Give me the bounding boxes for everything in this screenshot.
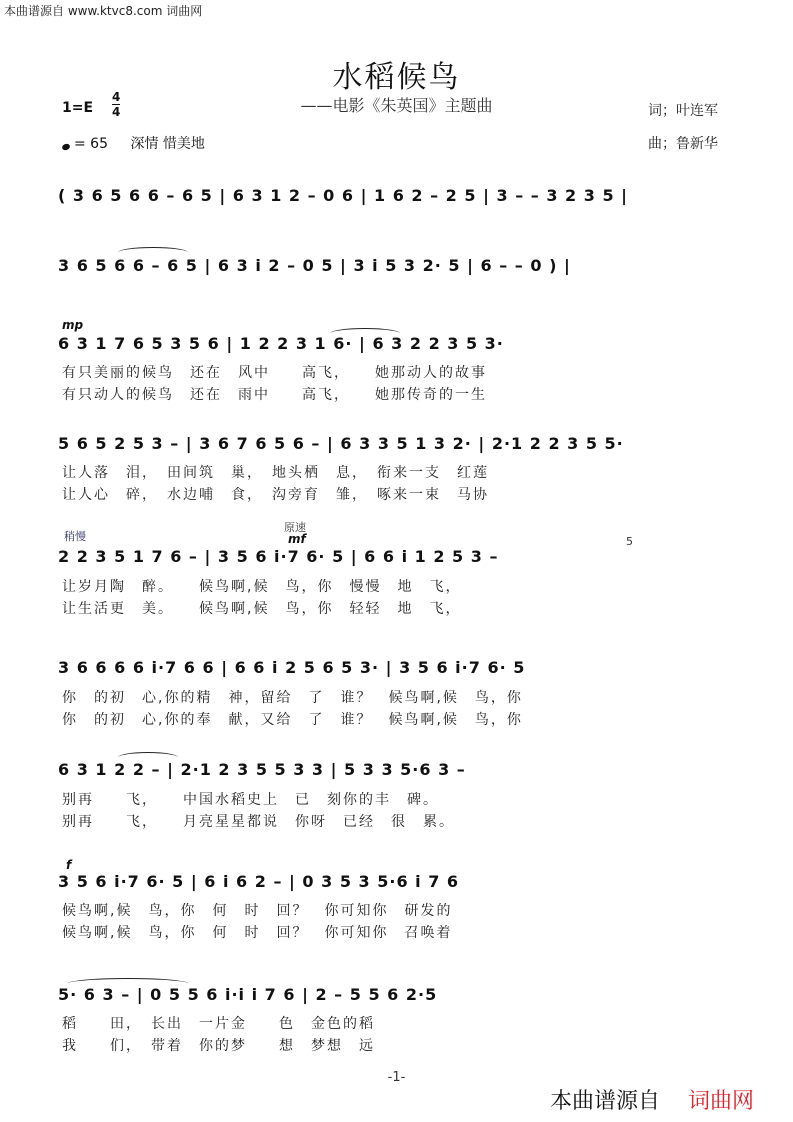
dynamic-f: f	[66, 858, 72, 872]
lyric-verse-2: 让人心 碎， 水边哺 食， 沟旁育 雏， 啄来一束 马协	[62, 487, 489, 503]
tempo-value: = 65	[74, 136, 108, 152]
lyric-verse-1: 你 的初 心,你的精 神，留给 了 谁？ 候鸟啊,候 鸟，你	[62, 690, 523, 706]
notation-line-7: 6 3 1 2 2 – | 2·1 2 3 5 5 3 3 | 5 3 3 5·6 3 –	[58, 760, 466, 779]
time-sig-bottom: 4	[112, 105, 121, 119]
quarter-note-icon	[61, 143, 71, 151]
key-signature: 1=E	[62, 100, 94, 116]
notation-line-6: 3 6 6 6 6 i·7 6 6 | 6 6 i 2 5 6 5 3· | 3 5 6 i·7 6· 5	[58, 658, 526, 677]
watermark-site: 词曲网	[688, 1089, 755, 1114]
composer-credit: 曲；鲁新华	[648, 136, 718, 152]
expression-mark: 深情 惜美地	[130, 136, 205, 152]
lyric-verse-1: 稻 田， 长出 一片金 色 金色的稻	[62, 1016, 375, 1032]
lyric-verse-1: 让人落 泪， 田间筑 巢， 地头栖 息， 衔来一支 红莲	[62, 465, 489, 481]
notation-line-5: 2 2 3 5 1 7 6 – | 3 5 6 i·7 6· 5 | 6 6 i 1 2 5 3 –	[58, 547, 499, 566]
dynamic-mf: mf	[288, 532, 306, 546]
notation-line-9: 5· 6 3 – | 0 5 5 6 i·i i 7 6 | 2 – 5 5 6 2·5	[58, 985, 438, 1004]
lyric-verse-2: 你 的初 心,你的奉 献，又给 了 谁？ 候鸟啊,候 鸟，你	[62, 712, 523, 728]
lyric-verse-2: 让生活更 美。 候鸟啊,候 鸟，你 轻轻 地 飞，	[62, 601, 462, 617]
time-sig-top: 4	[112, 90, 121, 104]
lyric-verse-1: 别再 飞， 中国水稻史上 已 刻你的丰 碑。	[62, 792, 439, 808]
grace-note-five: 5	[626, 535, 633, 548]
lyric-verse-2: 有只动人的候鸟 还在 雨中 高飞， 她那传奇的一生	[62, 387, 487, 403]
tempo-marking	[62, 133, 205, 153]
notation-line-4: 5 6 5 2 5 3 – | 3 6 7 6 5 6 – | 6 3 3 5 1 3 2· | 2·1 2 2 3 5 5·	[58, 434, 624, 453]
dynamic-mp: mp	[62, 318, 84, 332]
notation-line-2: 3 6 5 6 6 – 6 5 | 6 3 i 2 – 0 5 | 3 i 5 3 2· 5 | 6 – – 0 ) |	[58, 256, 571, 275]
song-title: 水稻候鸟	[332, 60, 461, 95]
lyricist-credit: 词；叶连军	[648, 103, 718, 119]
notation-line-1: ( 3 6 5 6 6 – 6 5 | 6 3 1 2 – 0 6 | 1 6 2 – 2 5 | 3 – – 3 2 3 5 |	[58, 186, 628, 205]
lyric-verse-1: 让岁月陶 醉。 候鸟啊,候 鸟，你 慢慢 地 飞，	[62, 579, 462, 595]
lyric-verse-2: 别再 飞， 月亮星星都说 你呀 已经 很 累。	[62, 814, 455, 830]
notation-line-8: 3 5 6 i·7 6· 5 | 6 i 6 2 – | 0 3 5 3 5·6 i 7 6	[58, 872, 460, 891]
lyric-verse-1: 有只美丽的候鸟 还在 风中 高飞， 她那动人的故事	[62, 365, 487, 381]
page-number: -1-	[387, 1070, 406, 1085]
tempo-change-original: 原速	[284, 521, 306, 534]
notation-line-3: 6 3 1 7 6 5 3 5 6 | 1 2 2 3 1 6· | 6 3 2 2 3 5 3·	[58, 334, 504, 353]
lyric-verse-1: 候鸟啊,候 鸟，你 何 时 回？ 你可知你 研发的	[62, 903, 453, 919]
time-signature	[112, 90, 120, 119]
watermark-source: 本曲谱源自	[550, 1089, 661, 1114]
lyric-verse-2: 候鸟啊,候 鸟，你 何 时 回？ 你可知你 召唤着	[62, 925, 453, 941]
lyric-verse-2: 我 们， 带着 你的梦 想 梦想 远	[62, 1038, 375, 1054]
song-subtitle: ——电影《朱英国》主题曲	[300, 96, 493, 115]
site-header: 本曲谱源自 www.ktvc8.com 词曲网	[4, 4, 203, 18]
tempo-change-slower: 稍慢	[64, 530, 86, 543]
